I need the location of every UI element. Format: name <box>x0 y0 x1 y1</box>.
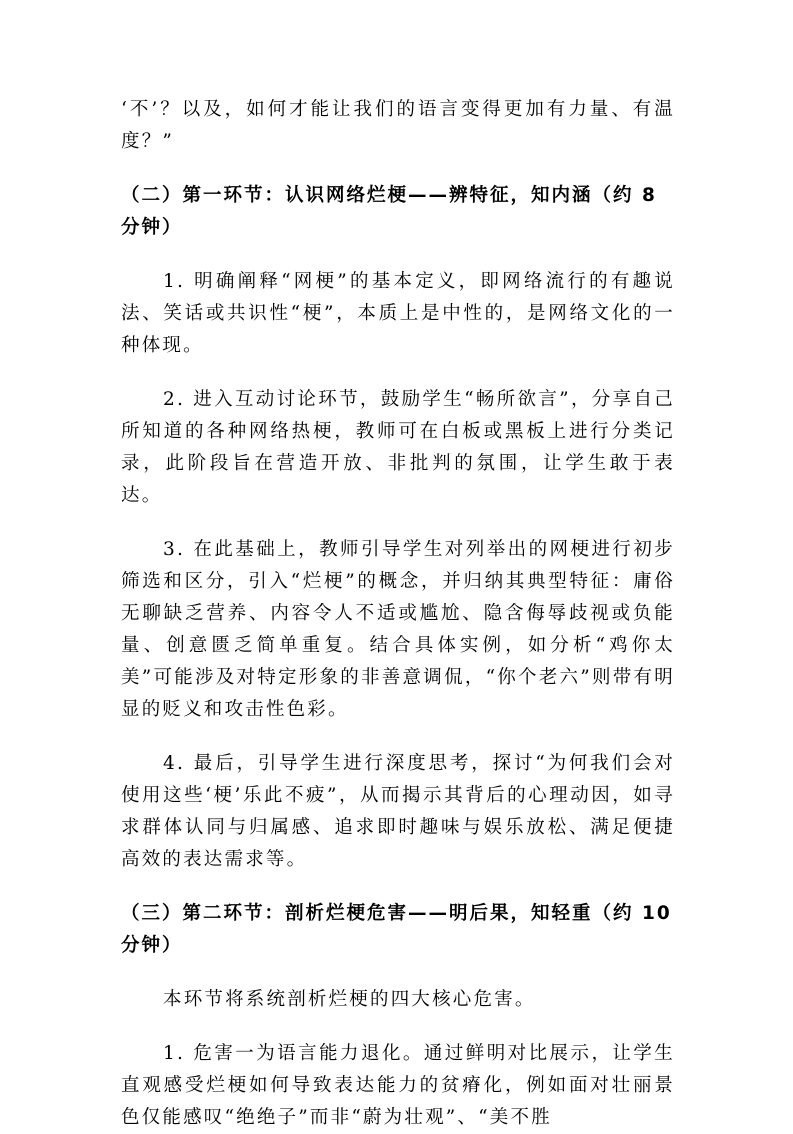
paragraph-2-2: 2. 进入互动讨论环节，鼓励学生“畅所欲言”，分享自己所知道的各种网络热梗，教师可在白板或黑板上进行分类记录，此阶段旨在营造开放、非批判的氛围，让学生敢于表达。 <box>121 389 675 506</box>
paragraph-3-intro: 本环节将系统剖析烂梗的四大核心危害。 <box>163 989 536 1010</box>
paragraph-2-1: 1. 明确阐释“网梗”的基本定义，即网络流行的有趣说法、笑话或共识性“梗”，本质上是中性的，是网络文化的一种体现。 <box>121 271 675 356</box>
section-heading-2: （二）第一环节：认识网络烂梗——辨特征，知内涵（约 8 分钟） <box>121 185 657 238</box>
paragraph-2-3: 3. 在此基础上，教师引导学生对列举出的网梗进行初步筛选和区分，引入“烂梗”的概念，并归纳其典型特征：庸俗无聊缺乏营养、内容令人不适或尴尬、隐含侮辱歧视或负能量、创意匮乏简单重复。结合具体实例，如分析“鸡你太美”可能涉及对特定形象的非善意调侃，“你个老六”则带有明显的贬义和攻击性色彩。 <box>121 539 675 720</box>
document-page <box>121 94 675 1134</box>
paragraph-3-1: 1. 危害一为语言能力退化。通过鲜明对比展示，让学生直观感受烂梗如何导致表达能力的贫瘠化，例如面对壮丽景色仅能感叹“绝绝子”而非“蔚为壮观”、“美不胜 <box>121 1043 675 1128</box>
paragraph-2-4: 4. 最后，引导学生进行深度思考，探讨“为何我们会对使用这些‘梗’乐此不疲”，从而揭示其背后的心理动因，如寻求群体认同与归属感、追求即时趣味与娱乐放松、满足便捷高效的表达需求等。 <box>121 753 675 870</box>
section-heading-3: （三）第二环节：剖析烂梗危害——明后果，知轻重（约 10 分钟） <box>121 903 672 956</box>
paragraph-intro-continuation: ‘不’？以及，如何才能让我们的语言变得更加有力量、有温度？” <box>121 99 675 152</box>
